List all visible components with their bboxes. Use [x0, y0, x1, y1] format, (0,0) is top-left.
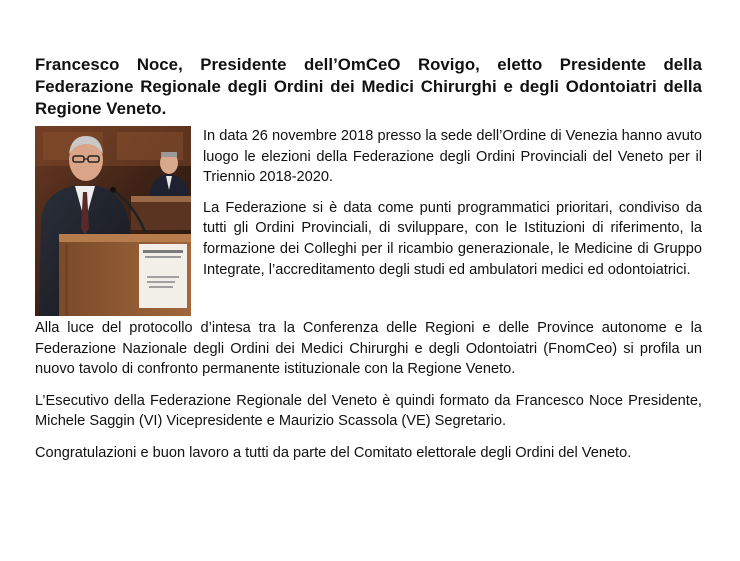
article — [35, 54, 702, 475]
paragraph-elections: In data 26 novembre 2018 presso la sede dell’Ordine di Venezia hanno avuto luogo le elezioni della Federazione degli Ordini Provinciali del Veneto per il Triennio 2018-2020. — [203, 128, 702, 186]
paragraph-programme: La Federazione si è data come punti programmatici prioritari, condiviso da tutti gli Ordini Provinciali, di sviluppare, con le Istituzioni di riferimento, la formazione dei Colleghi per il ricambio generazionale, le Medicine di Gruppo Integrate, l’accreditamento degli studi ed ambulatori medici ed odontoiatrici. — [203, 199, 702, 278]
paragraph-protocol: Alla luce del protocollo d’intesa tra la Conferenza delle Regioni e delle Province autonome e la Federazione Nazionale degli Ordini dei Medici Chirurghi e degli Odontoiatri (FnomCeo) si profila un nuovo tavolo di confronto permanente istituzionale con la Regione Veneto. — [35, 320, 702, 378]
paragraph-congratulations: Congratulazioni e buon lavoro a tutti da parte del Comitato elettorale degli Ordini del Veneto. — [35, 444, 632, 461]
speaker-at-podium-photo — [35, 126, 191, 316]
article-headline: Francesco Noce, Presidente dell’OmCeO Rovigo, eletto Presidente della Federazione Regionale degli Ordini dei Medici Chirurghi e degli Odontoiatri della Regione Veneto. — [35, 55, 702, 118]
article-intro — [35, 126, 702, 318]
paragraph-executive: L’Esecutivo della Federazione Regionale del Veneto è quindi formato da Francesco Noce Presidente, Michele Saggin (VI) Vicepresidente e Maurizio Scassola (VE) Segretario. — [35, 392, 702, 430]
article-body — [35, 318, 702, 464]
